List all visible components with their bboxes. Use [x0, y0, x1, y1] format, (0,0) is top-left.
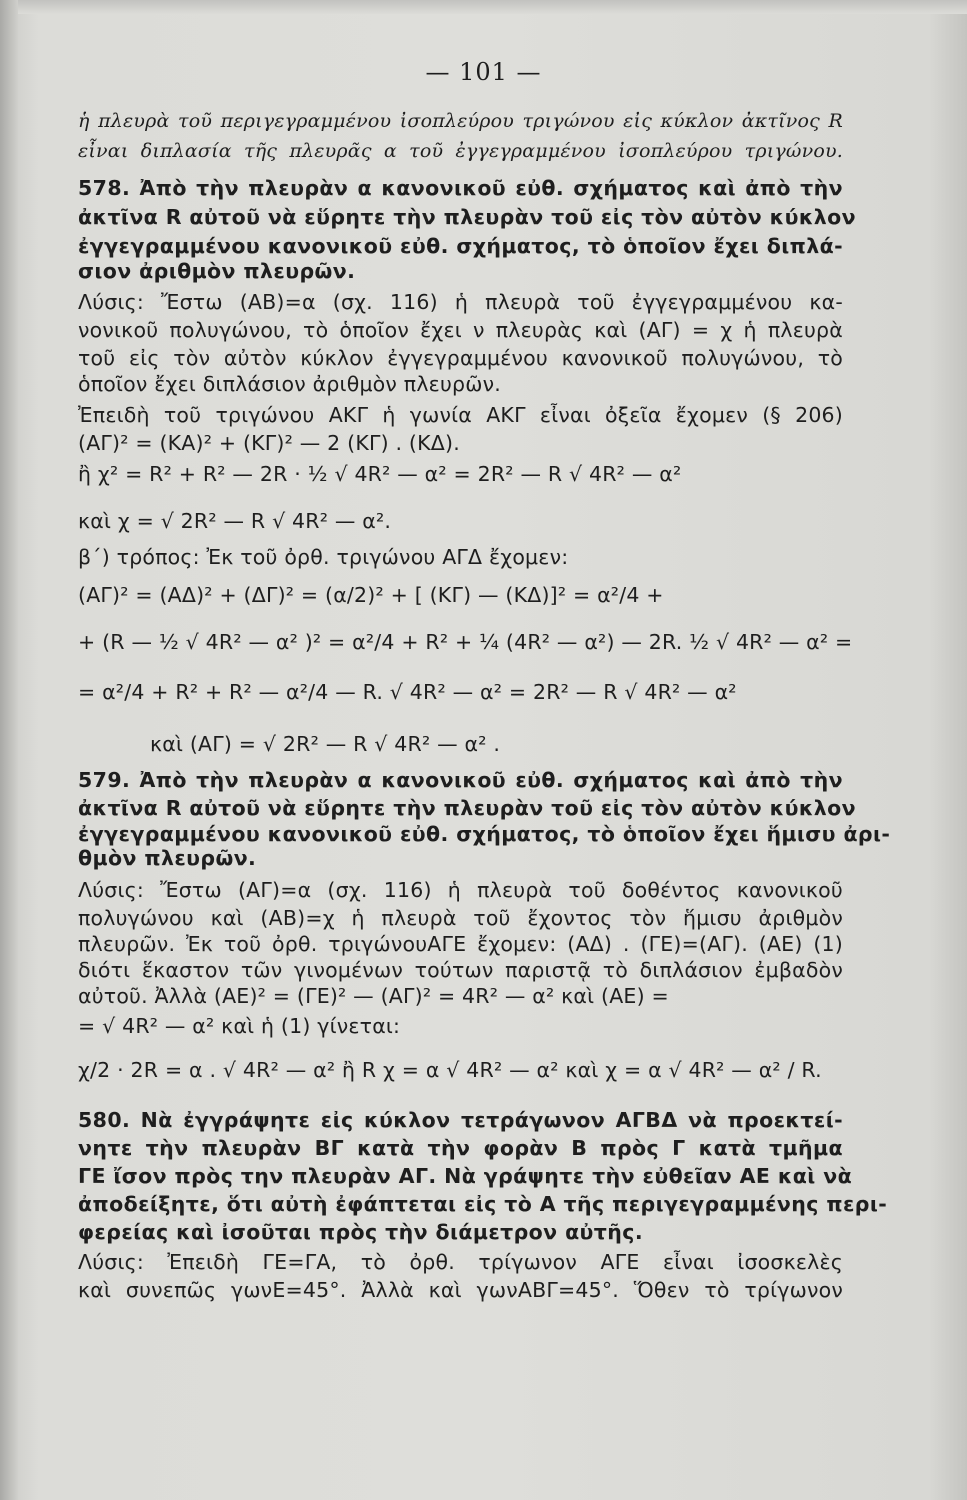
method-b-heading: β΄) τρόπος: Ἐκ τοῦ ὀρθ. τριγώνου ΑΓΔ ἔχομεν:: [78, 545, 569, 569]
scan-edge-left: [0, 0, 18, 1500]
text-line: Ἐπειδὴ τοῦ τριγώνου ΑΚΓ ἡ γωνία ΑΚΓ εἶναι ὀξεῖα ἔχομεν (§ 206): [78, 403, 843, 427]
equation-line: ἢ χ² = R² + R² — 2R · ½ √ 4R² — α² = 2R² — R √ 4R² — α²: [78, 462, 682, 486]
text-line: αὐτοῦ. Ἀλλὰ (ΑΕ)² = (ΓΕ)² — (ΑΓ)² = 4R² — α² καὶ (ΑΕ) =: [78, 984, 669, 1008]
text-line: τοῦ εἰς τὸν αὐτὸν κύκλον ἐγγεγραμμένου κανονικοῦ πολυγώνου, τὸ: [78, 346, 843, 370]
equation-line: (ΑΓ)² = (ΑΔ)² + (ΔΓ)² = (α/2)² + [ (ΚΓ) — (ΚΔ)]² = α²/4 +: [78, 583, 664, 607]
equation-line: + (R — ½ √ 4R² — α² )² = α²/4 + R² + ¼ (4R² — α²) — 2R. ½ √ 4R² — α² =: [78, 630, 853, 654]
text-line: πλευρῶν. Ἐκ τοῦ ὀρθ. τριγώνουΑΓΕ ἔχομεν: (ΑΔ) . (ΓΕ)=(ΑΓ). (ΑΕ) (1): [78, 932, 843, 956]
page-number: — 101 —: [425, 58, 542, 86]
text-line: ἀκτῖνα R αὐτοῦ νὰ εὕρητε τὴν πλευρὰν τοῦ εἰς τὸν αὐτὸν κύκλον: [78, 796, 857, 820]
text-line: ἐγγεγραμμένου κανονικοῦ εὐθ. σχήματος, τὸ ὁποῖον ἔχει διπλά-: [78, 234, 843, 258]
text-line: ἡ πλευρὰ τοῦ περιγεγραμμένου ἰσοπλεύρου τριγώνου εἰς κύκλον ἀκτῖνος R: [78, 110, 843, 132]
text-line: ΓΕ ἴσον πρὸς την πλευρὰν ΑΓ. Νὰ γράψητε τὴν εὐθεῖαν ΑΕ καὶ νὰ: [78, 1164, 853, 1188]
scan-edge-top: [0, 0, 967, 14]
equation-line: (ΑΓ)² = (ΚΑ)² + (ΚΓ)² — 2 (ΚΓ) . (ΚΔ).: [78, 431, 460, 455]
text-line: φερείας καὶ ἰσοῦται πρὸς τὴν διάμετρον αὐτῆς.: [78, 1220, 644, 1244]
text-line: ὁποῖον ἔχει διπλάσιον ἀριθμὸν πλευρῶν.: [78, 372, 501, 396]
equation-line: = √ 4R² — α² καὶ ἡ (1) γίνεται:: [78, 1014, 401, 1038]
text-line: νονικοῦ πολυγώνου, τὸ ὁποῖον ἔχει ν πλευρὰς καὶ (ΑΓ) = χ ἡ πλευρὰ: [78, 318, 843, 342]
text-line: ἀκτῖνα R αὐτοῦ νὰ εὕρητε τὴν πλευρὰν τοῦ εἰς τὸν αὐτὸν κύκλον: [78, 205, 857, 229]
text-line: καὶ συνεπῶς γωνΕ=45°. Ἀλλὰ καὶ γωνΑΒΓ=45°. Ὅθεν τὸ τρίγωνον: [78, 1278, 843, 1302]
text-line: πολυγώνου καὶ (ΑΒ)=χ ἡ πλευρὰ τοῦ ἔχοντος τὸν ἥμισυ ἀριθμὸν: [78, 906, 843, 930]
equation-line: καὶ χ = √ 2R² — R √ 4R² — α².: [78, 509, 392, 533]
equation-line: = α²/4 + R² + R² — α²/4 — R. √ 4R² — α² = 2R² — R √ 4R² — α²: [78, 680, 737, 704]
text-line: σιον ἀριθμὸν πλευρῶν.: [78, 259, 356, 283]
text-line: εἶναι διπλασία τῆς πλευρᾶς α τοῦ ἐγγεγραμμένου ἰσοπλεύρου τριγώνου.: [78, 140, 843, 162]
solution-line: Λύσις: Ἔστω (ΑΓ)=α (σχ. 116) ἡ πλευρὰ τοῦ δοθέντος κανονικοῦ: [78, 878, 843, 902]
solution-line: Λύσις: Ἐπειδὴ ΓΕ=ΓΑ, τὸ ὀρθ. τρίγωνον ΑΓΕ εἶναι ἰσοσκελὲς: [78, 1250, 843, 1274]
problem-580-heading: 580. Νὰ ἐγγράψητε εἰς κύκλον τετράγωνον ΑΓΒΔ νὰ προεκτεί-: [78, 1108, 843, 1132]
text-line: ἀποδείξητε, ὅτι αὐτὴ ἐφάπτεται εἰς τὸ Α τῆς περιγεγραμμένης περι-: [78, 1192, 888, 1216]
text-line: νητε τὴν πλευρὰν ΒΓ κατὰ τὴν φορὰν Β πρὸς Γ κατὰ τμῆμα: [78, 1136, 843, 1160]
text-line: διότι ἕκαστον τῶν γινομένων τούτων παριστᾷ τὸ διπλάσιον ἐμβαδὸν: [78, 958, 843, 982]
text-line: θμὸν πλευρῶν.: [78, 846, 257, 870]
problem-579-heading: 579. Ἀπὸ τὴν πλευρὰν α κανονικοῦ εὐθ. σχήματος καὶ ἀπὸ τὴν: [78, 768, 843, 792]
equation-line: καὶ (ΑΓ) = √ 2R² — R √ 4R² — α² .: [150, 732, 501, 756]
solution-line: Λύσις: Ἔστω (ΑΒ)=α (σχ. 116) ἡ πλευρὰ τοῦ ἐγγεγραμμένου κα-: [78, 290, 843, 314]
text-line: ἐγγεγραμμένου κανονικοῦ εὐθ. σχήματος, τὸ ὁποῖον ἔχει ἥμισυ ἀρι-: [78, 822, 891, 846]
problem-578-heading: 578. Ἀπὸ τὴν πλευρὰν α κανονικοῦ εὐθ. σχήματος καὶ ἀπὸ τὴν: [78, 176, 843, 200]
equation-line: χ/2 · 2R = α . √ 4R² — α² ἢ R χ = α √ 4R² — α² καὶ χ = α √ 4R² — α² / R.: [78, 1058, 822, 1082]
